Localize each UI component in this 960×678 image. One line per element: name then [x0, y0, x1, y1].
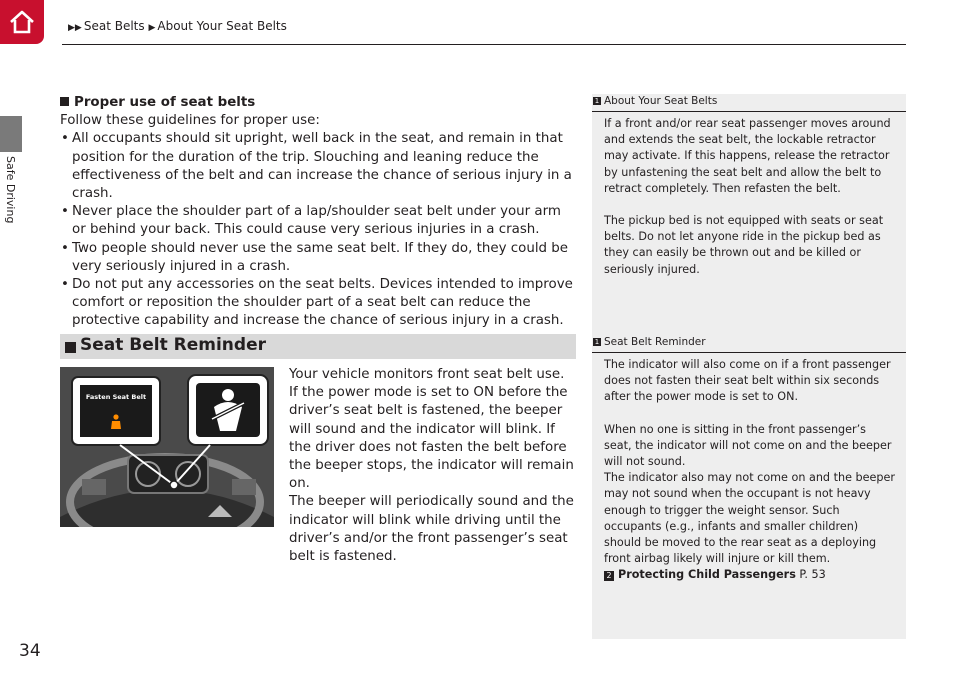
list-item: • All occupants should sit upright, well back in the seat, and remain in that position for the duration of the trip. Slouching and leaning reduce the effectiveness of the belt and can increase the chance of serious injury in a crash. [61, 131, 572, 202]
side-tab-marker[interactable] [0, 116, 22, 152]
section-square-icon [65, 342, 76, 353]
note-paragraph: When no one is sitting in the front passenger’s seat, the indicator will not come on and the beeper will not sound. [604, 422, 892, 469]
dashboard-icon [60, 367, 274, 527]
note-paragraph: If a front and/or rear seat passenger moves around and extends the seat belt, the lockable retractor may activate. If this happens, release the retractor by unfastening the seat belt and allow the belt to retract completely. Then refasten the belt. [604, 117, 891, 195]
page-number: 34 [19, 641, 41, 661]
home-button[interactable] [0, 0, 44, 44]
proper-use-heading: Proper use of seat belts [60, 94, 576, 112]
seat-belt-reminder-heading: Seat Belt Reminder [60, 334, 576, 359]
fasten-seat-belt-display-text: Fasten Seat Belt [85, 393, 147, 401]
note-paragraph: The indicator also may not come on and the beeper may not sound when the occupant is not heavy enough to trigger the weight sensor. Such occupants (e.g., infants and smaller children) should be moved to the rear seat as a deploying front airbag likely will injure or kill them. [604, 471, 895, 566]
side-tab-label: Safe Driving [4, 156, 17, 224]
reminder-paragraph-2: The beeper will periodically sound and the indicator will blink while driving until the driver’s and/or the front passenger’s seat belt is fastened. [289, 494, 574, 565]
reminder-paragraph-1: Your vehicle monitors front seat belt use. If the power mode is set to ON before the driver’s seat belt is fastened, the beeper will sound and the indicator will blink. If the driver does not fasten the belt before the beeper stops, the indicator will remain on. [289, 367, 574, 492]
list-item: • Never place the shoulder part of a lap/shoulder seat belt under your arm or behind your back. This could cause very serious injuries in a crash. [61, 204, 561, 238]
proper-use-section [60, 94, 576, 331]
section-square-icon [60, 97, 69, 106]
note-heading-about-seat-belts: 1 About Your Seat Belts [592, 95, 906, 112]
note-paragraph: The indicator will also come on if a front passenger does not fasten their seat belt within six seconds after the power mode is set to ON. [604, 358, 891, 404]
breadcrumb-arrow-icon: ▶▶ [68, 23, 82, 33]
note-paragraph: The pickup bed is not equipped with seats or seat belts. Do not let anyone ride in the pickup bed as they can easily be thrown out and be killed or seriously injured. [604, 214, 884, 276]
dashboard-illustration [60, 367, 274, 527]
header-divider [62, 44, 906, 45]
seat-belt-reminder-body [289, 366, 577, 566]
note-heading-seat-belt-reminder: 1 Seat Belt Reminder [592, 336, 906, 353]
note-marker-icon: 1 [594, 338, 600, 346]
list-item: • Two people should never use the same seat belt. If they do, they could be very seriously injured in a crash. [61, 240, 569, 274]
proper-use-intro: Follow these guidelines for proper use: [60, 113, 320, 129]
proper-use-list [60, 130, 576, 330]
note-seat-belt-reminder [604, 357, 896, 584]
breadcrumb-arrow-icon: ▶ [148, 23, 156, 33]
list-item: • Do not put any accessories on the seat belts. Devices intended to improve comfort or reposition the shoulder part of a seat belt can reduce the protective capability and increase the chance of serious injury in a crash. [61, 277, 573, 329]
home-icon [7, 7, 37, 37]
breadcrumb [68, 19, 287, 33]
cross-reference-link[interactable]: 2 Protecting Child Passengers P. 53 [604, 567, 896, 583]
breadcrumb-item-about-your-seat-belts[interactable]: About Your Seat Belts [157, 19, 287, 33]
breadcrumb-item-seat-belts[interactable]: Seat Belts [83, 19, 145, 33]
note-about-seat-belts [604, 116, 896, 278]
cross-reference-icon: 2 [604, 571, 614, 581]
note-marker-icon: 1 [594, 97, 600, 105]
